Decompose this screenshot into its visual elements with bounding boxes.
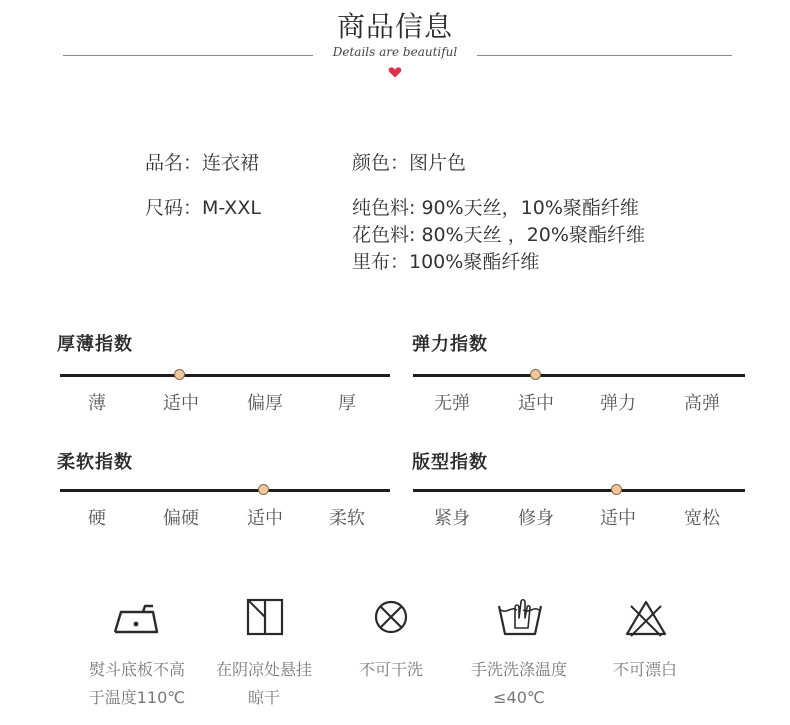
care-text-line: ≤40℃ (493, 688, 545, 707)
product-size: 尺码：M-XXL (145, 197, 261, 219)
softness-label: 柔软 (329, 508, 365, 529)
care-text-line: 不可漂白 (612, 660, 677, 679)
iron-icon (111, 598, 161, 638)
care-label-no-bleach (570, 656, 720, 684)
softness-label: 偏硬 (163, 508, 199, 529)
fit-index-marker (611, 484, 622, 495)
care-text-line: 晾干 (247, 688, 280, 707)
care-text-line: 于温度110℃ (88, 688, 186, 707)
lining: 里布：100%聚酯纤维 (352, 251, 540, 273)
thickness-label: 厚 (338, 393, 356, 414)
softness-index-title: 柔软指数 (57, 452, 133, 473)
thickness-label: 偏厚 (247, 393, 283, 414)
product-color: 颜色：图片色 (352, 152, 467, 174)
elasticity-label: 适中 (518, 393, 554, 414)
fit-label: 适中 (600, 508, 636, 529)
thickness-label: 薄 (88, 393, 106, 414)
fit-label: 宽松 (684, 508, 720, 529)
softness-index-track (60, 489, 390, 492)
elasticity-index-track (413, 374, 745, 377)
elasticity-label: 弹力 (600, 393, 636, 414)
thickness-index-marker (174, 369, 185, 380)
thickness-index-track (60, 374, 390, 377)
fit-index-title: 版型指数 (412, 452, 488, 473)
thickness-label: 适中 (163, 393, 199, 414)
care-text-line: 不可干洗 (358, 660, 423, 679)
material-print: 花色料: 80%天丝 ，20%聚酯纤维 (352, 224, 645, 246)
hang-dry-shade-icon (240, 598, 290, 638)
care-text-line: 熨斗底板不高 (88, 660, 185, 679)
thickness-index-title: 厚薄指数 (57, 334, 133, 355)
care-text-line: 在阴凉处悬挂 (215, 660, 312, 679)
elasticity-index-marker (530, 369, 541, 380)
no-bleach-icon (621, 598, 671, 638)
fit-label: 紧身 (434, 508, 470, 529)
header-divider-left (63, 55, 313, 56)
no-dry-clean-icon (366, 598, 416, 638)
page-title: 商品信息 (336, 10, 453, 43)
elasticity-label: 高弹 (684, 393, 720, 414)
header-divider-right (477, 55, 732, 56)
fit-label: 修身 (518, 508, 554, 529)
hand-wash-icon (495, 598, 545, 638)
softness-index-marker (258, 484, 269, 495)
elasticity-label: 无弹 (434, 393, 470, 414)
softness-label: 适中 (247, 508, 283, 529)
elasticity-index-title: 弹力指数 (412, 334, 488, 355)
fit-index-track (413, 489, 745, 492)
care-text-line: 手洗洗涤温度 (470, 660, 567, 679)
heart-icon (388, 65, 402, 79)
softness-label: 硬 (88, 508, 106, 529)
material-solid: 纯色料: 90%天丝，10%聚酯纤维 (352, 197, 639, 219)
page-subtitle: Details are beautiful (332, 45, 458, 59)
product-name: 品名：连衣裙 (145, 152, 260, 174)
